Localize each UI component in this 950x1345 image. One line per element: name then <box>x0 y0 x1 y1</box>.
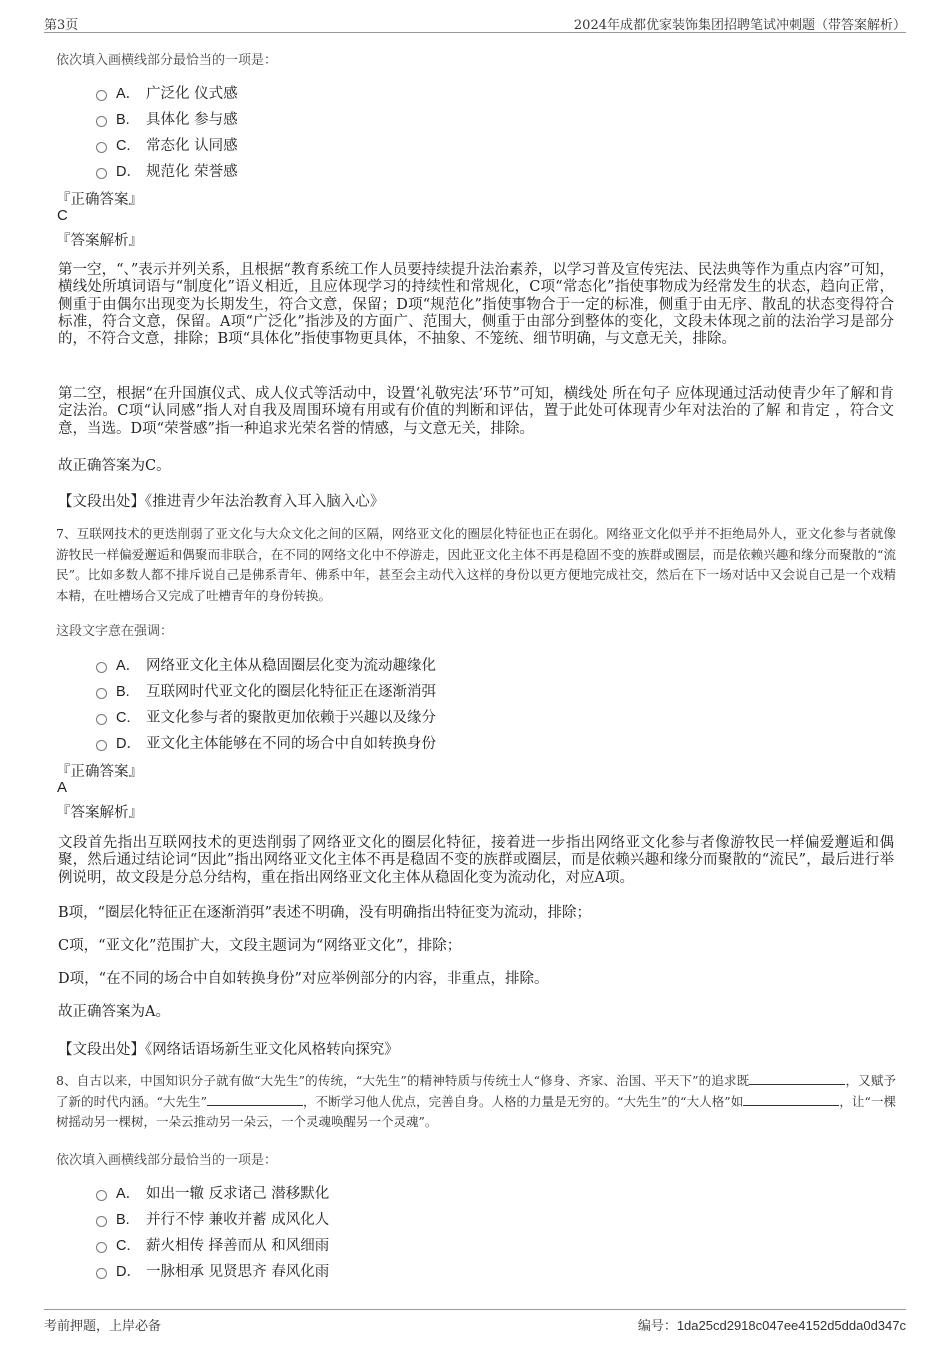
q6-source: 【文段出处】《推进青少年法治教育入耳入脑入心》 <box>58 494 385 510</box>
q6-analysis-p2: 第二空，根据“在升国旗仪式、成人仪式等活动中，设置‘礼敬宪法’环节”可知，横线处 所在句子 应体现通过活动使青少年了解和肯定法治。C项“认同感”指人对自我及周围环境有用或有价值的判断和评估，置于此处可体现青少年对法治的了解 和肯定 ，符合文意，当选。D项“荣誉感”指一种追求光荣名誉的情感，与文意无关，排除。 <box>58 386 894 437</box>
footer-slogan: 考前押题，上岸必备 <box>44 1319 162 1334</box>
q7-question-text: 7、互联网技术的更迭削弱了亚文化与大众文化之间的区隔，网络亚文化的圈层化特征也正在弱化。网络亚文化似乎并不拒绝局外人，亚文化参与者就像游牧民一样偏爱邂逅和偶聚而非联合，在不同的网络文化中不停游走，因此亚文化主体不再是稳固不变的族群或圈层，而是依赖兴趣和缘分而聚散的“流民”。比如多数人都不排斥说自己是佛系青年、佛系中年，甚至会主动代入这样的身份以更方便地完成社交，然后在下一场对话中又会说自己是一个戏精本精，在吐槽场合又完成了吐槽青年的身份转换。 <box>56 526 896 603</box>
q6-analysis-label: 『答案解析』 <box>56 233 143 249</box>
q7-option-c[interactable]: C. 亚文化参与者的聚散更加依赖于兴趣以及缘分 <box>96 706 436 726</box>
document-code: 编号：1da25cd2918c047ee4152d5dda0d347c <box>637 1318 906 1334</box>
radio-icon[interactable] <box>96 1190 107 1201</box>
q7-answer: A <box>57 779 68 796</box>
radio-icon[interactable] <box>96 740 107 751</box>
q6-option-d[interactable]: D． 规范化 荣誉感 <box>96 160 238 180</box>
fill-blank <box>749 1072 845 1085</box>
q7-analysis-p2: B项，“圈层化特征正在逐渐消弭”表述不明确，没有明确指出特征变为流动，排除； <box>58 905 591 921</box>
q6-option-a[interactable]: A． 广泛化 仪式感 <box>96 82 238 102</box>
page-header <box>44 10 906 33</box>
q8-prompt: 依次填入画横线部分最恰当的一项是： <box>56 1153 278 1168</box>
q7-option-a[interactable]: A． 网络亚文化主体从稳固圈层化变为流动趣缘化 <box>96 654 436 674</box>
q7-source: 【文段出处】《网络话语场新生亚文化风格转向探究》 <box>58 1042 399 1058</box>
radio-icon[interactable] <box>96 168 107 179</box>
q7-analysis-label: 『答案解析』 <box>56 805 143 821</box>
q7-analysis-p1: 文段首先指出互联网技术的更迭削弱了网络亚文化的圈层化特征，接着进一步指出网络亚文化参与者像游牧民一样偏爱邂逅和偶聚，然后通过结论词“因此”指出网络亚文化主体不再是稳固不变的族群或圈层，而是依赖兴趣和缘分而聚散的“流民”，最后进行举例说明，故文段是分总分结构，重在指出网络亚文化主体从稳固化变为流动化，对应A项。 <box>58 835 894 886</box>
radio-icon[interactable] <box>96 1242 107 1253</box>
q7-prompt: 这段文字意在强调： <box>56 624 174 639</box>
document-title: 2024年成都优家装饰集团招聘笔试冲刺题（带答案解析） <box>573 18 906 33</box>
q6-answer: C <box>57 207 68 224</box>
radio-icon[interactable] <box>96 1216 107 1227</box>
q6-prompt: 依次填入画横线部分最恰当的一项是： <box>56 53 278 68</box>
q7-analysis-p5: 故正确答案为A。 <box>58 1004 170 1020</box>
page-number: 第3页 <box>44 18 79 33</box>
q8-option-b[interactable]: B. 并行不悖 兼收并蓄 成风化人 <box>96 1208 329 1228</box>
q6-analysis-p1: 第一空，“、”表示并列关系，且根据“教育系统工作人员要持续提升法治素养，以学习普及宣传宪法、民法典等作为重点内容”可知，横线处所填词语与“制度化”语义相近，且应体现学习的持续性和常规化，C项“常态化”指使事物成为经常发生的状态，趋向正常，侧重于由偶尔出现变为长期发生，符合文意，保留；D项“规范化”指使事物合于一定的标准，侧重于由无序、散乱的状态变得符合标准，符合文意，保留。A项“广泛化”指涉及的方面广、范围大，侧重于由部分到整体的变化，文段未体现之前的法治学习是部分的，不符合文意，排除；B项“具体化”指使事物更具体，不抽象、不笼统、细节明确，与文意无关，排除。 <box>58 262 894 348</box>
radio-icon[interactable] <box>96 714 107 725</box>
fill-blank <box>743 1093 839 1106</box>
q7-option-d[interactable]: D． 亚文化主体能够在不同的场合中自如转换身份 <box>96 732 436 752</box>
radio-icon[interactable] <box>96 662 107 673</box>
q7-correct-label: 『正确答案』 <box>56 764 143 780</box>
q8-question-text: 8、自古以来，中国知识分子就有做“大先生”的传统，“大先生”的精神特质与传统士人“修身、齐家、治国、平天下”的追求既 ，又赋予了新的时代内涵。“大先生” ，不断学习他人优点，完善自身。人格的力量是无穷的。“大先生”的“大人格”如 ，让“一棵树摇动另一棵树，一朵云推动另一朵云，一个灵魂唤醒另一个灵魂”。 <box>56 1073 896 1129</box>
radio-icon[interactable] <box>96 116 107 127</box>
q6-correct-label: 『正确答案』 <box>56 192 143 208</box>
q8-option-a[interactable]: A． 如出一辙 反求诸己 潜移默化 <box>96 1182 329 1202</box>
radio-icon[interactable] <box>96 1268 107 1279</box>
radio-icon[interactable] <box>96 142 107 153</box>
q6-option-c[interactable]: C. 常态化 认同感 <box>96 134 238 154</box>
radio-icon[interactable] <box>96 90 107 101</box>
q8-option-c[interactable]: C. 薪火相传 择善而从 和风细雨 <box>96 1234 329 1254</box>
q6-analysis-p3: 故正确答案为C。 <box>58 458 171 474</box>
q7-option-b[interactable]: B. 互联网时代亚文化的圈层化特征正在逐渐消弭 <box>96 680 436 700</box>
q7-analysis-p3: C项，“亚文化”范围扩大，文段主题词为“网络亚文化”，排除； <box>58 938 462 954</box>
q8-option-d[interactable]: D． 一脉相承 见贤思齐 春风化雨 <box>96 1260 329 1280</box>
q7-analysis-p4: D项，“在不同的场合中自如转换身份”对应举例部分的内容，非重点，排除。 <box>58 971 549 987</box>
page-footer <box>44 1309 906 1334</box>
q6-option-b[interactable]: B. 具体化 参与感 <box>96 108 238 128</box>
radio-icon[interactable] <box>96 688 107 699</box>
fill-blank <box>207 1093 303 1106</box>
